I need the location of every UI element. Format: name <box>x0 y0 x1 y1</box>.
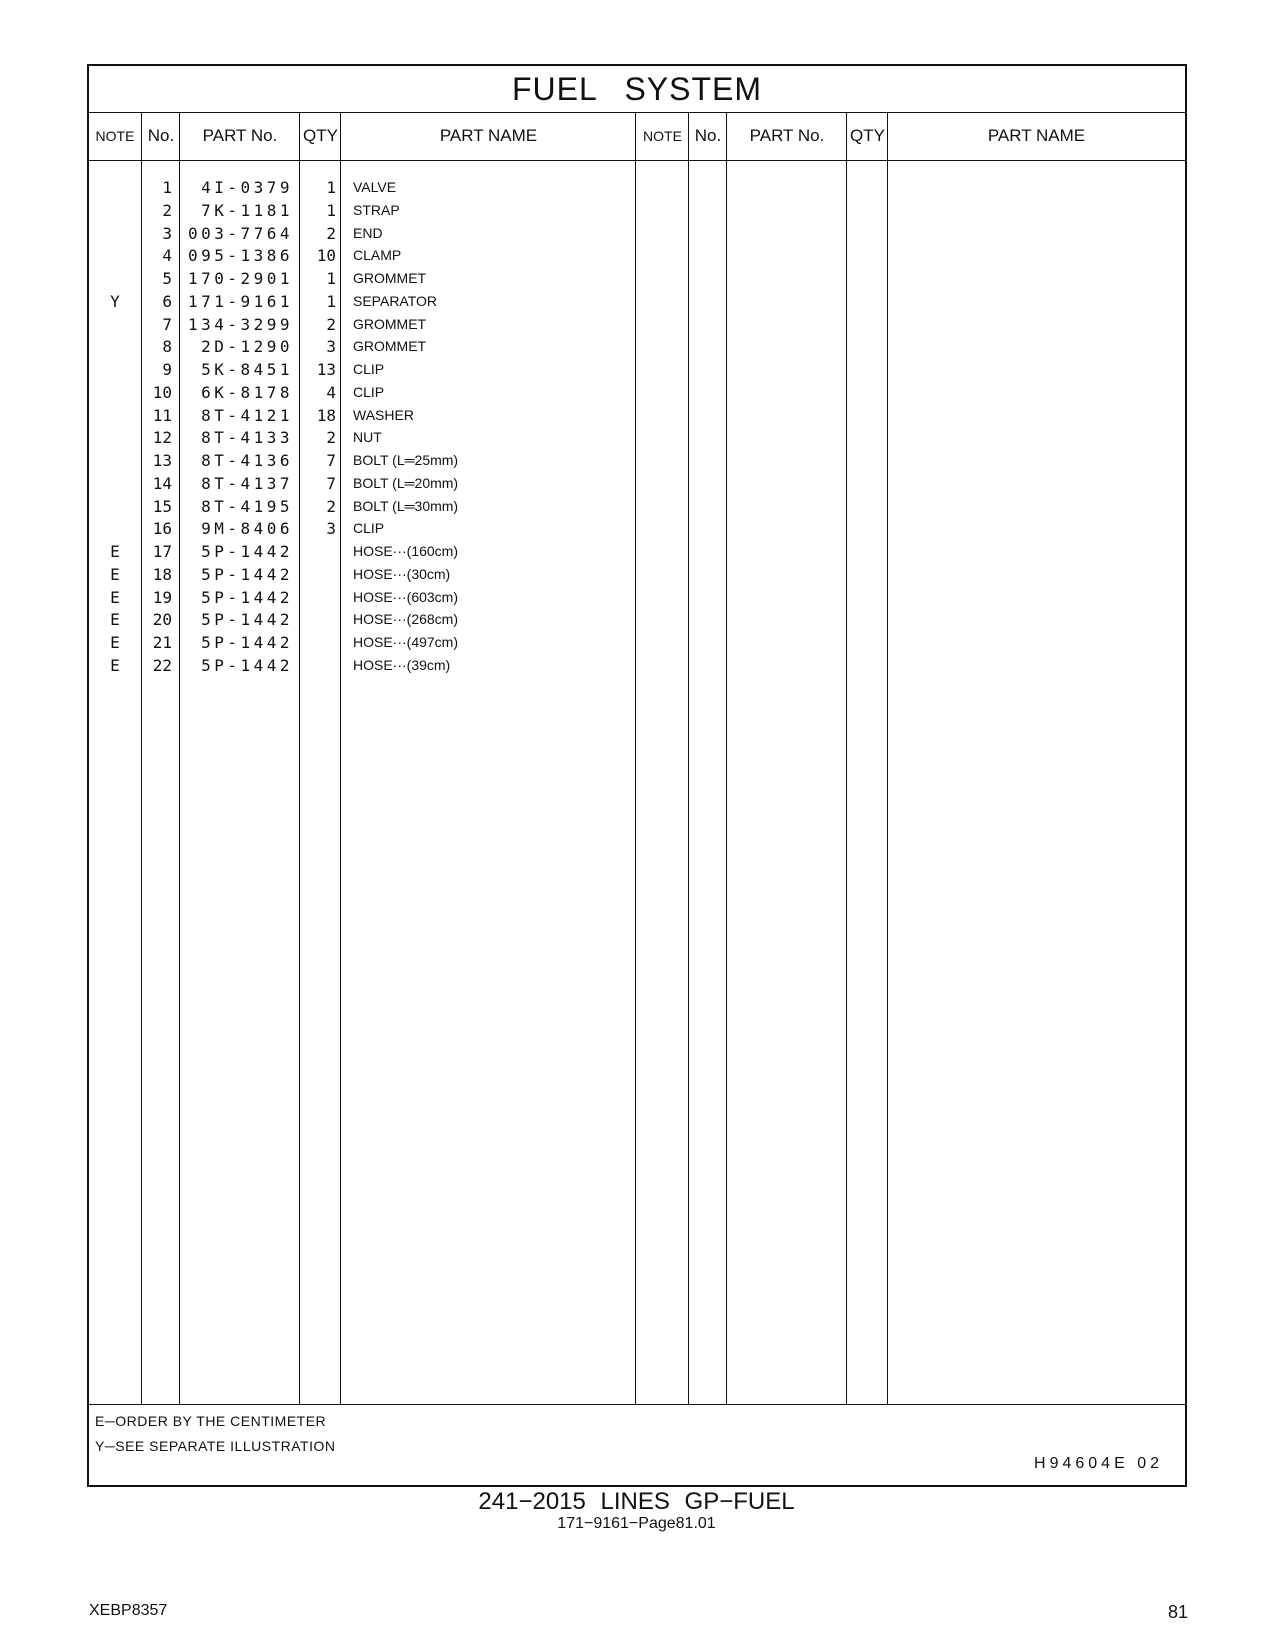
col-divider <box>726 112 727 1405</box>
header-qty: QTY <box>303 126 338 145</box>
row-qty <box>300 563 336 586</box>
row-part-name: GROMMET <box>353 338 427 355</box>
row-qty: 7 <box>326 451 336 470</box>
row-part-name: GROMMET <box>353 270 427 286</box>
table-row <box>89 176 635 199</box>
page-reference: 171−9161−Page81.01 <box>557 1515 716 1532</box>
row-note <box>89 495 141 518</box>
row-part-name: CLIP <box>353 520 385 537</box>
table-row <box>89 267 635 290</box>
row-part-name: BOLT (L═20mm) <box>353 474 459 491</box>
row-note <box>89 335 141 358</box>
row-item-no: 2 <box>162 200 172 220</box>
row-qty <box>300 631 336 654</box>
header-part-name-right: PART NAME <box>987 126 1086 145</box>
row-part-no: 8T-4195 <box>201 496 293 516</box>
row-qty: 1 <box>326 178 336 197</box>
row-item-no: 20 <box>152 610 172 630</box>
row-part-no: 5P-1442 <box>201 655 293 675</box>
row-note <box>89 313 141 336</box>
row-note: E <box>110 655 120 675</box>
row-part-no: 6K-8178 <box>201 382 293 402</box>
row-part-name: WASHER <box>353 406 414 423</box>
group-caption: 241−2015 LINES GP−FUEL <box>478 1488 795 1515</box>
col-divider <box>887 112 888 1405</box>
row-qty: 2 <box>326 314 336 334</box>
row-item-no: 10 <box>152 382 172 402</box>
row-item-no: 13 <box>152 451 172 470</box>
col-divider <box>846 112 847 1405</box>
row-note <box>89 358 141 381</box>
table-row <box>89 335 635 358</box>
row-note <box>89 472 141 495</box>
table-row <box>89 449 635 472</box>
row-item-no: 11 <box>152 405 172 425</box>
row-qty <box>300 540 336 563</box>
row-qty <box>300 654 336 677</box>
parts-table-frame <box>87 64 1187 1487</box>
row-part-name: HOSE···(497cm) <box>353 634 459 650</box>
reference-code: H94604E 02 <box>1034 1455 1163 1472</box>
row-item-no: 21 <box>152 633 172 652</box>
row-part-name: GROMMET <box>353 315 427 332</box>
row-qty: 13 <box>316 360 336 379</box>
table-title: FUEL SYSTEM <box>89 66 1185 113</box>
table-row <box>89 631 635 654</box>
row-item-no: 14 <box>152 473 172 493</box>
table-row <box>89 586 635 609</box>
table-row <box>89 495 635 518</box>
row-part-no: 5P-1442 <box>201 564 293 584</box>
row-item-no: 6 <box>162 291 172 311</box>
row-item-no: 18 <box>152 564 172 584</box>
row-qty: 3 <box>326 519 336 539</box>
table-row <box>89 608 635 631</box>
header-no: No. <box>147 126 175 145</box>
row-qty: 2 <box>326 428 336 448</box>
row-qty: 10 <box>316 246 336 266</box>
row-part-name: CLAMP <box>353 247 402 264</box>
row-qty <box>300 586 336 609</box>
row-note <box>89 244 141 267</box>
row-item-no: 7 <box>162 314 172 334</box>
row-qty: 1 <box>326 269 336 288</box>
col-divider <box>688 112 689 1405</box>
row-part-no: 5P-1442 <box>201 542 293 561</box>
table-row <box>89 381 635 404</box>
row-part-no: 5P-1442 <box>201 587 293 607</box>
table-row <box>89 540 635 563</box>
row-note <box>89 222 141 245</box>
row-part-name: CLIP <box>353 383 385 400</box>
header-part-name: PART NAME <box>439 126 538 145</box>
row-part-name: CLIP <box>353 361 385 377</box>
row-part-no: 095-1386 <box>187 246 293 266</box>
row-part-no: 8T-4133 <box>201 428 293 448</box>
row-part-name: HOSE···(39cm) <box>353 656 451 673</box>
row-part-no: 5P-1442 <box>201 633 293 652</box>
row-part-no: 7K-1181 <box>201 200 293 220</box>
row-part-name: HOSE···(603cm) <box>353 588 459 605</box>
row-item-no: 19 <box>152 587 172 607</box>
table-row <box>89 313 635 336</box>
row-part-no: 8T-4121 <box>201 405 293 425</box>
row-item-no: 4 <box>162 246 172 266</box>
header-qty-right: QTY <box>850 126 885 145</box>
row-part-name: END <box>353 224 383 241</box>
row-part-no: 5K-8451 <box>201 360 293 379</box>
row-note <box>89 267 141 290</box>
header-part-no-right: PART No. <box>749 126 825 145</box>
page-number: 81 <box>1167 1602 1188 1622</box>
row-qty: 1 <box>326 291 336 311</box>
row-part-name: VALVE <box>353 179 397 195</box>
row-note <box>89 199 141 222</box>
table-row <box>89 517 635 540</box>
row-note: E <box>110 542 120 561</box>
row-qty: 1 <box>326 200 336 220</box>
row-part-no: 003-7764 <box>187 223 293 243</box>
row-part-no: 4I-0379 <box>201 178 293 197</box>
row-part-no: 170-2901 <box>187 269 293 288</box>
row-qty: 2 <box>326 496 336 516</box>
row-part-no: 8T-4137 <box>201 473 293 493</box>
row-note: E <box>110 587 120 607</box>
document-id: XEBP8357 <box>89 1602 168 1619</box>
row-qty: 18 <box>316 405 336 425</box>
row-part-no: 134-3299 <box>187 314 293 334</box>
row-part-no: 8T-4136 <box>201 451 293 470</box>
row-qty: 3 <box>326 337 336 357</box>
row-part-name: BOLT (L═30mm) <box>353 497 459 514</box>
row-part-no: 5P-1442 <box>201 610 293 630</box>
row-item-no: 9 <box>162 360 172 379</box>
row-note <box>89 517 141 540</box>
table-row <box>89 358 635 381</box>
table-row <box>89 563 635 586</box>
row-part-no: 9M-8406 <box>201 519 293 539</box>
table-row <box>89 426 635 449</box>
row-part-name: HOSE···(160cm) <box>353 543 459 559</box>
row-note: Y <box>110 291 120 311</box>
row-part-name: SEPARATOR <box>353 292 438 309</box>
footnote-y: Y─SEE SEPARATE ILLUSTRATION <box>95 1438 336 1454</box>
table-row <box>89 404 635 427</box>
row-note: E <box>110 564 120 584</box>
row-item-no: 17 <box>152 542 172 561</box>
row-item-no: 12 <box>152 428 172 448</box>
row-part-no: 171-9161 <box>187 291 293 311</box>
row-qty: 7 <box>326 473 336 493</box>
row-part-name: HOSE···(30cm) <box>353 565 451 582</box>
row-part-name: HOSE···(268cm) <box>353 611 459 628</box>
row-item-no: 22 <box>152 655 172 675</box>
row-part-no: 2D-1290 <box>201 337 293 357</box>
row-note: E <box>110 633 120 652</box>
table-row <box>89 222 635 245</box>
row-item-no: 16 <box>152 519 172 539</box>
footnote-e: E─ORDER BY THE CENTIMETER <box>95 1413 327 1429</box>
row-note <box>89 381 141 404</box>
row-note <box>89 426 141 449</box>
row-note <box>89 404 141 427</box>
header-part-no: PART No. <box>202 126 278 145</box>
table-row <box>89 290 635 313</box>
table-row <box>89 244 635 267</box>
row-qty: 2 <box>326 223 336 243</box>
row-part-name: BOLT (L═25mm) <box>353 452 459 468</box>
row-part-name: STRAP <box>353 201 400 218</box>
row-qty <box>300 608 336 631</box>
row-item-no: 1 <box>162 178 172 197</box>
row-item-no: 8 <box>162 337 172 357</box>
table-row <box>89 472 635 495</box>
table-row <box>89 199 635 222</box>
row-part-name: NUT <box>353 429 382 446</box>
col-divider <box>635 112 636 1405</box>
header-note-right: NOTE <box>643 128 682 144</box>
table-row <box>89 654 635 677</box>
table-body-bottom-border <box>89 1404 1185 1405</box>
row-note <box>89 176 141 199</box>
row-qty: 4 <box>326 382 336 402</box>
row-note <box>89 449 141 472</box>
header-note: NOTE <box>95 128 135 144</box>
header-no-right: No. <box>694 126 722 145</box>
row-note: E <box>110 610 120 630</box>
row-item-no: 5 <box>162 269 172 288</box>
row-item-no: 15 <box>152 496 172 516</box>
row-item-no: 3 <box>162 223 172 243</box>
